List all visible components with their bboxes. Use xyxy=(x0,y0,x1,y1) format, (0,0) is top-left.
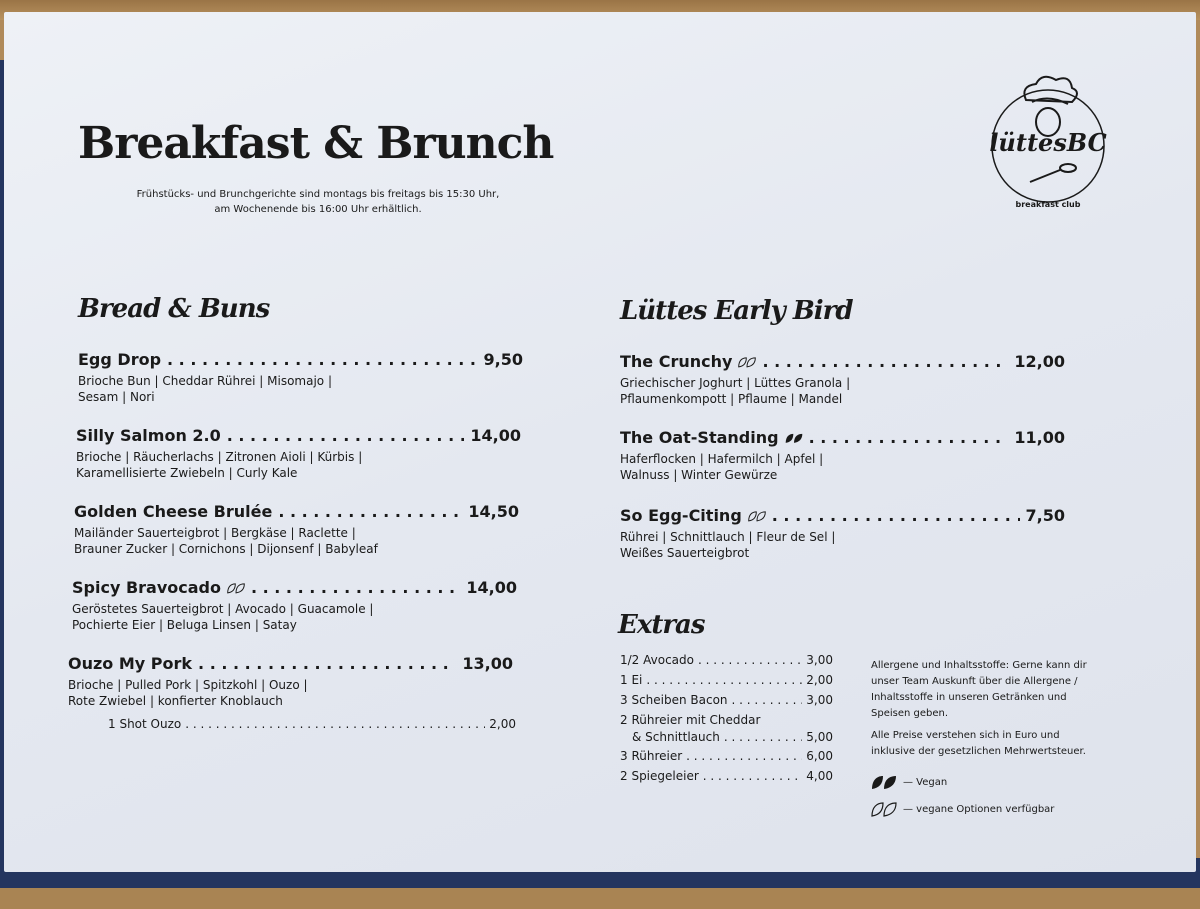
menu-item-price: 14,00 xyxy=(466,578,517,597)
extra-price: 2,00 xyxy=(806,673,833,687)
menu-item-description: Brioche Bun | Cheddar Rührei | Misomajo | Sesam | Nori xyxy=(78,374,332,404)
menu-item xyxy=(620,428,1065,483)
extra-name: 2 Rühreier mit Cheddar xyxy=(620,713,761,727)
menu-item-description: Haferflocken | Hafermilch | Apfel | Walnuss | Winter Gewürze xyxy=(620,452,824,482)
price-note: Alle Preise verstehen sich in Euro und inklusive der gesetzlichen Mehrwertsteuer. xyxy=(871,730,1086,757)
menu-item-price: 14,00 xyxy=(470,426,521,445)
menu-item-price: 9,50 xyxy=(483,350,523,369)
list-item xyxy=(620,670,833,690)
menu-item-description: Brioche | Pulled Pork | Spitzkohl | Ouzo | Rote Zwiebel | konfierter Knoblauch xyxy=(68,678,308,708)
list-item xyxy=(620,746,833,766)
section-title-extras: Extras xyxy=(618,610,705,640)
section-title-bread-buns: Bread & Buns xyxy=(78,294,270,324)
extra-name: & Schnittlauch xyxy=(632,730,720,744)
menu-item xyxy=(620,506,1065,561)
menu-item-name: Spicy Bravocado xyxy=(72,578,245,597)
menu-item-price: 14,50 xyxy=(468,502,519,521)
list-item xyxy=(620,650,833,670)
extra-price: 3,00 xyxy=(806,693,833,707)
logo-tagline: breakfast club xyxy=(1015,200,1081,209)
subtitle-line: am Wochenende bis 16:00 Uhr erhältlich. xyxy=(214,204,422,215)
leaf-outline-icon xyxy=(871,801,897,817)
list-item xyxy=(620,712,833,746)
menu-item-description: Mailänder Sauerteigbrot | Bergkäse | Raclette | Brauner Zucker | Cornichons | Dijonsenf | Babyleaf xyxy=(74,526,378,556)
legend-label: — Vegan xyxy=(903,776,948,788)
menu-item-name: So Egg-Citing xyxy=(620,506,766,525)
leaf-outline-icon xyxy=(748,510,766,522)
menu-item-price: 7,50 xyxy=(1025,506,1065,525)
extra-name: 1 Ei xyxy=(620,673,643,687)
menu-item xyxy=(68,654,513,709)
extra-price: 3,00 xyxy=(806,653,833,667)
extras-list xyxy=(620,650,833,786)
legend-label: — vegane Optionen verfügbar xyxy=(903,803,1055,815)
menu-item-price: 13,00 xyxy=(462,654,513,673)
leaf-outline-icon xyxy=(738,356,756,368)
extra-name: 3 Rühreier xyxy=(620,749,683,763)
menu-item-description: Rührei | Schnittlauch | Fleur de Sel | Weißes Sauerteigbrot xyxy=(620,530,836,560)
addon-name: 1 Shot Ouzo xyxy=(108,717,182,731)
leaf-outline-icon xyxy=(227,582,245,594)
menu-item-name: The Crunchy xyxy=(620,352,756,371)
list-item xyxy=(620,766,833,786)
addon-price: 2,00 xyxy=(489,717,516,731)
menu-item xyxy=(620,352,1065,407)
extra-price: 6,00 xyxy=(806,749,833,763)
extra-name: 3 Scheiben Bacon xyxy=(620,693,728,707)
legend-vegan xyxy=(871,774,947,790)
list-item xyxy=(620,690,833,710)
leaf-solid-icon xyxy=(785,432,803,444)
extra-price: 4,00 xyxy=(806,769,833,783)
leaf-solid-icon xyxy=(871,774,897,790)
extra-name: 2 Spiegeleier xyxy=(620,769,699,783)
menu-item xyxy=(72,578,517,633)
extra-name: 1/2 Avocado xyxy=(620,653,694,667)
section-title-early-bird: Lüttes Early Bird xyxy=(620,296,853,326)
menu-item-description: Griechischer Joghurt | Lüttes Granola | Pflaumenkompott | Pflaume | Mandel xyxy=(620,376,851,406)
menu-item-name: Ouzo My Pork xyxy=(68,654,193,673)
menu-item xyxy=(78,350,523,405)
menu-item-price: 12,00 xyxy=(1014,352,1065,371)
menu-item-name: Egg Drop xyxy=(78,350,162,369)
menu-item-description: Brioche | Räucherlachs | Zitronen Aioli | Kürbis | Karamellisierte Zwiebeln | Curly Kale xyxy=(76,450,363,480)
legend-vegan-options xyxy=(871,801,1054,817)
allergen-note: Allergene und Inhaltsstoffe: Gerne kann dir unser Team Auskunft über die Allergene / Inhaltsstoffe in unseren Getränken und Speisen geben. xyxy=(871,660,1087,719)
menu-item-name: Golden Cheese Brulée xyxy=(74,502,273,521)
page-subtitle xyxy=(78,187,558,217)
logo xyxy=(986,72,1110,214)
menu-item xyxy=(74,502,519,557)
extra-price: 5,00 xyxy=(806,730,833,744)
menu-item xyxy=(76,426,521,481)
page-title: Breakfast & Brunch xyxy=(78,118,554,169)
menu-item-price: 11,00 xyxy=(1014,428,1065,447)
menu-item-description: Geröstetes Sauerteigbrot | Avocado | Guacamole | Pochierte Eier | Beluga Linsen | Satay xyxy=(72,602,374,632)
menu-addon xyxy=(108,717,516,731)
menu-item-name: Silly Salmon 2.0 xyxy=(76,426,221,445)
subtitle-line: Frühstücks- und Brunchgerichte sind montags bis freitags bis 15:30 Uhr, xyxy=(136,189,500,200)
logo-name: lüttesBC xyxy=(989,128,1107,157)
menu-item-name: The Oat-Standing xyxy=(620,428,803,447)
